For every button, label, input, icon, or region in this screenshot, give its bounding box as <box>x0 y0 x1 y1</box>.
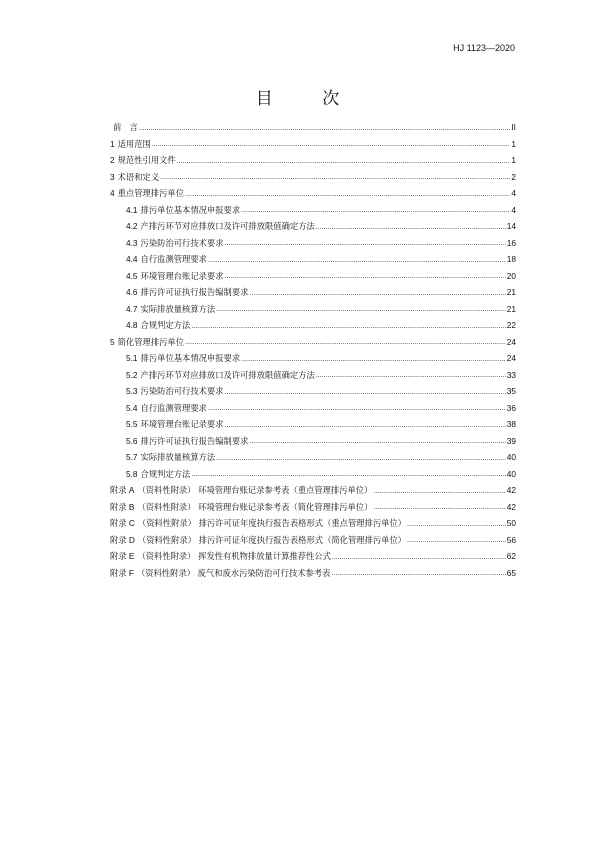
toc-page-number: 35 <box>506 386 516 397</box>
toc-entry[interactable] <box>110 181 516 198</box>
toc-entry-number: 5.4 <box>126 402 138 413</box>
toc-dot-leader <box>152 141 511 148</box>
toc-dot-leader <box>191 323 505 330</box>
toc-entry-label <box>110 552 331 560</box>
toc-entry[interactable] <box>110 445 516 462</box>
toc-entry-number: 4 <box>110 188 115 199</box>
toc-entry[interactable] <box>110 396 516 413</box>
toc-entry-title: 前 言 <box>113 122 138 133</box>
toc-entry-title: （资料性附录） 废气和废水污染防治可行技术参考表 <box>136 567 331 578</box>
toc-page-number: 18 <box>506 254 516 265</box>
toc-entry[interactable] <box>110 363 516 380</box>
toc-entry[interactable] <box>110 214 516 231</box>
toc-entry[interactable] <box>110 280 516 297</box>
toc-entry-label <box>126 371 315 379</box>
toc-entry[interactable] <box>110 231 516 248</box>
toc-entry-title: 自行监测管理要求 <box>140 402 207 413</box>
toc-entry[interactable] <box>110 544 516 561</box>
page-title: 目 次 <box>255 89 362 109</box>
toc-dot-leader <box>373 488 505 495</box>
toc-page-number: 42 <box>506 501 516 512</box>
toc-entry-number: 5.3 <box>126 386 138 397</box>
toc-entry-number: 附录 A <box>110 485 135 496</box>
toc-page-number: 4 <box>511 188 516 199</box>
toc-entry[interactable] <box>110 165 516 182</box>
toc-entry-title: 自行监测管理要求 <box>140 254 207 265</box>
toc-entry-number: 2 <box>110 155 115 166</box>
toc-entry-number: 4.8 <box>126 320 138 331</box>
toc-page-number: 56 <box>506 534 516 545</box>
toc-entry-number: 5.7 <box>126 452 138 463</box>
toc-entry-label <box>126 288 248 296</box>
toc-entry-title: （资料性附录） 环境管理台账记录参考表（简化管理排污单位） <box>137 501 373 512</box>
toc-entry-label <box>110 189 184 197</box>
toc-dot-leader <box>208 405 506 412</box>
toc-entry[interactable] <box>110 115 516 132</box>
toc-entry-title: 实际排放量核算方法 <box>140 303 216 314</box>
toc-entry[interactable] <box>110 247 516 264</box>
toc-page-number: 39 <box>506 435 516 446</box>
toc-entry-label <box>110 156 176 164</box>
toc-entry-label <box>126 470 190 478</box>
toc-entry-title: 重点管理排污单位 <box>117 188 185 199</box>
toc-dot-leader <box>407 537 506 544</box>
toc-entry[interactable] <box>110 511 516 528</box>
toc-entry-label <box>110 536 406 544</box>
toc-dot-leader <box>225 240 506 247</box>
toc-entry-label <box>126 272 224 280</box>
toc-page-number: 42 <box>506 485 516 496</box>
toc-page-number: 4 <box>511 204 516 215</box>
toc-dot-leader <box>316 372 506 379</box>
toc-entry-title: 排污单位基本情况申报要求 <box>140 353 241 364</box>
toc-dot-leader <box>316 224 506 231</box>
toc-entry-number: 3 <box>110 171 115 182</box>
toc-entry-number: 4.2 <box>126 221 138 232</box>
toc-dot-leader <box>216 455 506 462</box>
toc-entry[interactable] <box>110 561 516 578</box>
toc-dot-leader <box>249 290 505 297</box>
toc-entry-title: 合规判定方法 <box>140 468 191 479</box>
toc-entry[interactable] <box>110 429 516 446</box>
toc-page-number: II <box>511 122 516 133</box>
toc-entry-label <box>126 404 207 412</box>
toc-dot-leader <box>241 356 506 363</box>
toc-entry-number: 5.1 <box>126 353 138 364</box>
toc-entry-number: 4.6 <box>126 287 138 298</box>
toc-entry-number: 5.8 <box>126 468 138 479</box>
toc-dot-leader <box>373 504 505 511</box>
toc-entry-label <box>126 206 240 214</box>
toc-page-number: 14 <box>506 221 516 232</box>
toc-page-number: 2 <box>511 171 516 182</box>
toc-entry-title: （资料性附录） 排污许可证年度执行报告表格形式（简化管理排污单位） <box>137 534 407 545</box>
toc-entry-number: 4.1 <box>126 204 138 215</box>
toc-entry[interactable] <box>110 495 516 512</box>
toc-dot-leader <box>225 422 506 429</box>
toc-entry-label <box>110 569 330 577</box>
toc-page-number: 36 <box>506 402 516 413</box>
toc-entry-label <box>110 123 138 131</box>
toc-page-number: 65 <box>506 567 516 578</box>
toc-entry-label <box>126 255 207 263</box>
toc-entry-label <box>110 140 151 148</box>
toc-entry-label <box>126 305 215 313</box>
toc-entry-title: （资料性附录） 环境管理台账记录参考表（重点管理排污单位） <box>137 485 373 496</box>
toc-entry-title: 合规判定方法 <box>140 320 191 331</box>
toc-entry[interactable] <box>110 528 516 545</box>
toc-entry[interactable] <box>110 313 516 330</box>
toc-dot-leader <box>185 339 506 346</box>
toc-entry[interactable] <box>110 132 516 149</box>
toc-entry-label <box>126 420 224 428</box>
toc-entry-label <box>126 453 215 461</box>
toc-entry-label <box>126 239 224 247</box>
toc-entry-number: 附录 D <box>110 534 135 545</box>
toc-entry-number: 5.5 <box>126 419 138 430</box>
toc-page-number: 38 <box>506 419 516 430</box>
toc-page-number: 40 <box>506 452 516 463</box>
toc-page-number: 24 <box>506 336 516 347</box>
toc-dot-leader <box>208 257 506 264</box>
toc-entry[interactable] <box>110 264 516 281</box>
toc-entry-title: 环境管理台账记录要求 <box>140 419 224 430</box>
toc-dot-leader <box>249 438 505 445</box>
toc-dot-leader <box>160 174 510 181</box>
toc-entry[interactable] <box>110 412 516 429</box>
toc-entry-label <box>110 503 372 511</box>
toc-page-number: 1 <box>511 155 516 166</box>
toc-entry[interactable] <box>110 148 516 165</box>
toc-entry-title: 产排污环节对应排放口及许可排放限值确定方法 <box>140 221 315 232</box>
toc-entry[interactable] <box>110 198 516 215</box>
toc-dot-leader <box>332 554 506 561</box>
toc-entry-title: 术语和定义 <box>117 171 160 182</box>
toc-page-number: 22 <box>506 320 516 331</box>
toc-page-number: 33 <box>506 369 516 380</box>
toc-page-number: 50 <box>506 518 516 529</box>
toc-dot-leader <box>139 125 510 132</box>
toc-entry-title: 污染防治可行技术要求 <box>140 386 224 397</box>
toc-entry-label <box>110 173 159 181</box>
toc-dot-leader <box>177 158 511 165</box>
toc-entry-title: 产排污环节对应排放口及许可排放限值确定方法 <box>140 369 315 380</box>
toc-entry-number: 1 <box>110 138 115 149</box>
toc-entry-title: 环境管理台账记录要求 <box>140 270 224 281</box>
toc-entry-number: 5.2 <box>126 369 138 380</box>
toc-dot-leader <box>185 191 510 198</box>
toc-entry-number: 4.4 <box>126 254 138 265</box>
standard-code: HJ 1123—2020 <box>453 43 515 53</box>
toc-entry-number: 附录 F <box>110 567 134 578</box>
toc-entry-title: （资料性附录） 排污许可证年度执行报告表格形式（重点管理排污单位） <box>137 518 407 529</box>
toc-entry-label <box>110 338 184 346</box>
toc-entry-title: 规范性引用文件 <box>117 155 176 166</box>
toc-entry-number: 4.3 <box>126 237 138 248</box>
toc-entry-title: 实际排放量核算方法 <box>140 452 216 463</box>
toc-entry-label <box>126 222 315 230</box>
toc-entry[interactable] <box>110 330 516 347</box>
toc-entry-number: 5.6 <box>126 435 138 446</box>
toc-entry-title: 排污许可证执行报告编制要求 <box>140 287 249 298</box>
toc-entry-title: 排污单位基本情况申报要求 <box>140 204 241 215</box>
toc-entry-label <box>126 387 224 395</box>
toc-entry[interactable] <box>110 379 516 396</box>
toc-entry-number: 5 <box>110 336 115 347</box>
toc-entry[interactable] <box>110 478 516 495</box>
toc-entry-title: 适用范围 <box>117 138 151 149</box>
toc-entry-number: 4.7 <box>126 303 138 314</box>
toc-page-number: 62 <box>506 551 516 562</box>
toc-entry-label <box>126 437 248 445</box>
toc-entry[interactable] <box>110 297 516 314</box>
toc-entry[interactable] <box>110 462 516 479</box>
toc-page-number: 20 <box>506 270 516 281</box>
toc-page-number: 21 <box>506 303 516 314</box>
toc-dot-leader <box>331 570 505 577</box>
toc-page-number: 40 <box>506 468 516 479</box>
table-of-contents <box>110 115 516 577</box>
toc-entry-label <box>126 321 190 329</box>
toc-entry-title: 简化管理排污单位 <box>117 336 185 347</box>
toc-entry-number: 附录 C <box>110 518 135 529</box>
toc-dot-leader <box>191 471 505 478</box>
toc-entry-title: （资料性附录） 挥发性有机物排放量计算推荐性公式 <box>137 551 331 562</box>
toc-entry-number: 附录 B <box>110 501 135 512</box>
toc-dot-leader <box>216 306 506 313</box>
toc-dot-leader <box>241 207 510 214</box>
toc-page-number: 1 <box>511 138 516 149</box>
toc-dot-leader <box>225 273 506 280</box>
toc-page-number: 16 <box>506 237 516 248</box>
toc-page-number: 21 <box>506 287 516 298</box>
toc-dot-leader <box>407 521 506 528</box>
toc-entry-number: 4.5 <box>126 270 138 281</box>
toc-page-number: 24 <box>506 353 516 364</box>
toc-entry-title: 污染防治可行技术要求 <box>140 237 224 248</box>
toc-entry-label <box>126 354 240 362</box>
toc-entry-label <box>110 519 406 527</box>
toc-entry-label <box>110 486 372 494</box>
toc-entry-title: 排污许可证执行报告编制要求 <box>140 435 249 446</box>
toc-dot-leader <box>225 389 506 396</box>
toc-entry[interactable] <box>110 346 516 363</box>
toc-entry-number: 附录 E <box>110 551 135 562</box>
